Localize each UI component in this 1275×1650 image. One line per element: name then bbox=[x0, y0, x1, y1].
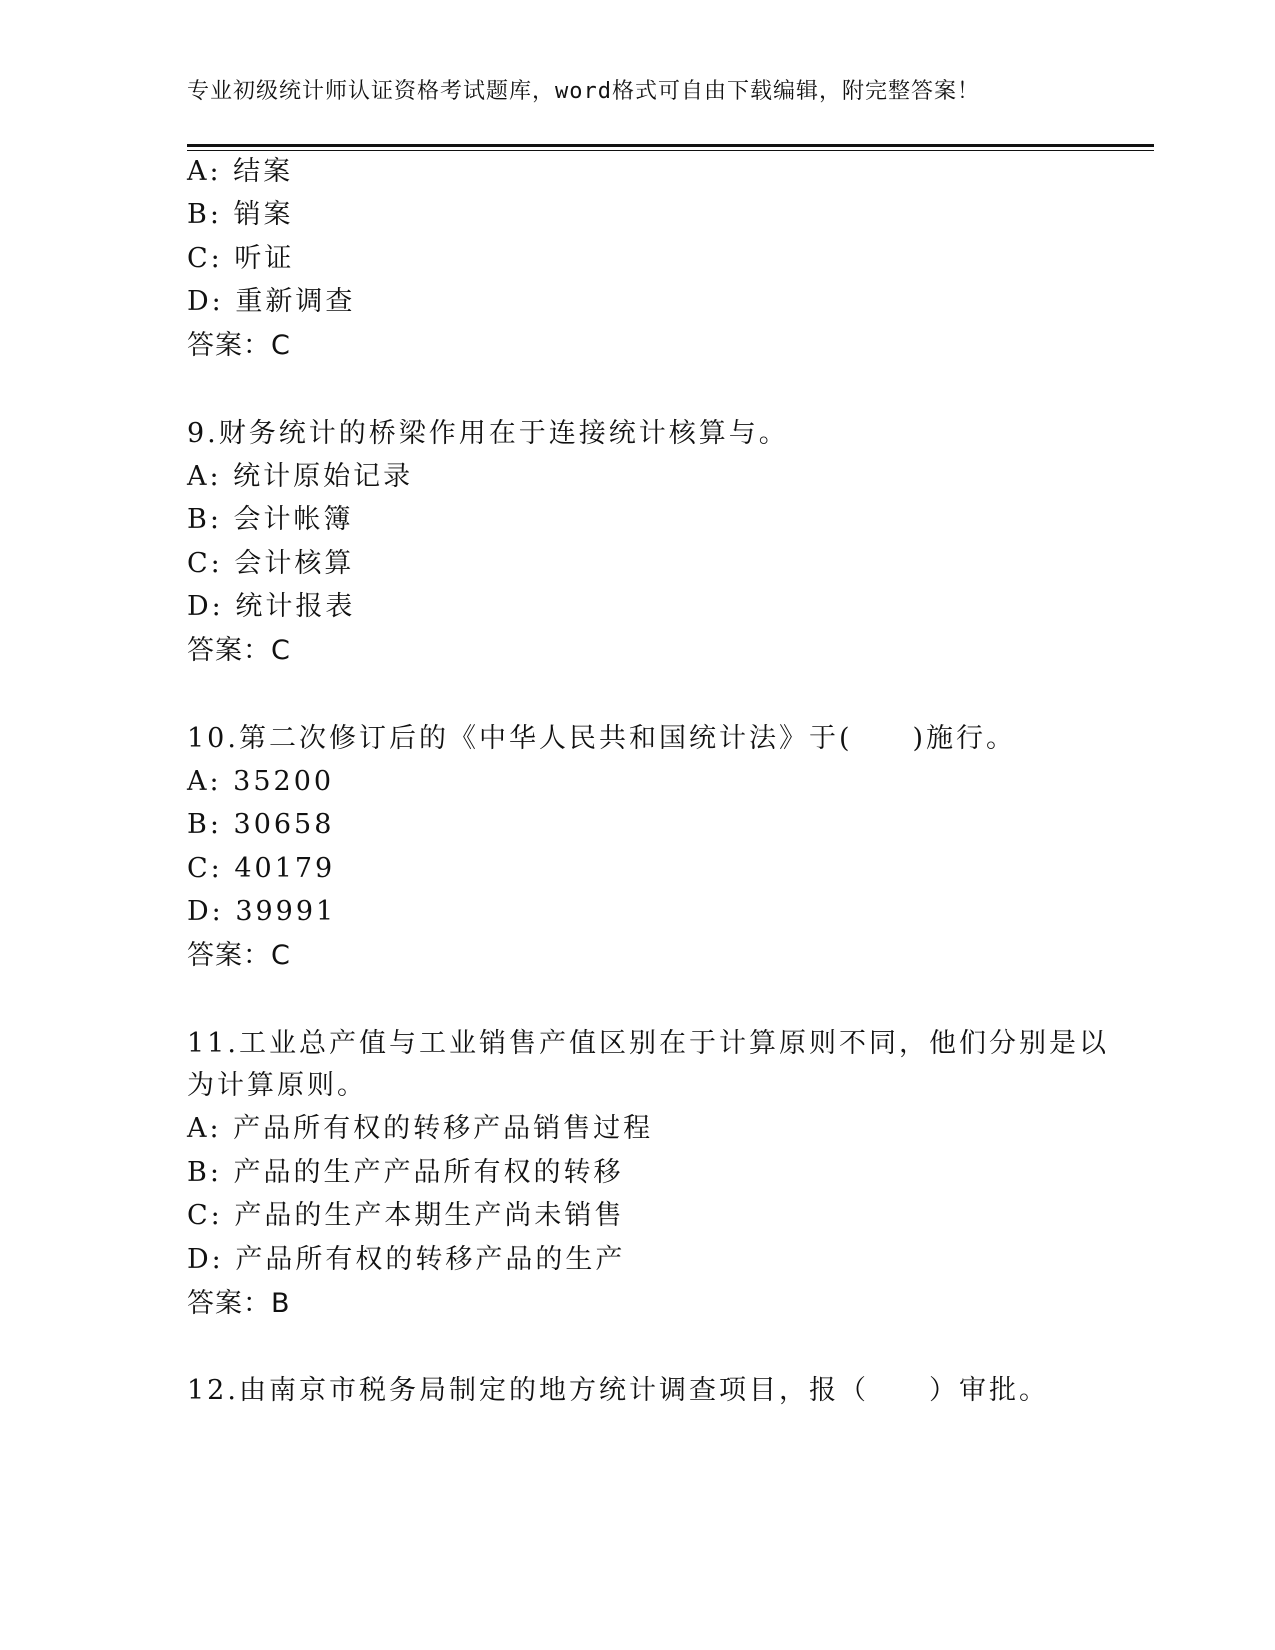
q8-option-c: C: 听证 bbox=[187, 243, 295, 274]
q12-stem: 12.由南京市税务局制定的地方统计调查项目，报（ ）审批。 bbox=[187, 1375, 1049, 1406]
q10-stem: 10.第二次修订后的《中华人民共和国统计法》于( )施行。 bbox=[187, 723, 1017, 754]
q9-option-c: C: 会计核算 bbox=[187, 548, 355, 579]
q11-option-c: C: 产品的生产本期生产尚未销售 bbox=[187, 1200, 625, 1231]
q11-option-a: A: 产品所有权的转移产品销售过程 bbox=[187, 1113, 654, 1144]
q9-stem: 9.财务统计的桥梁作用在于连接统计核算与。 bbox=[187, 418, 789, 449]
q10-option-b: B: 30658 bbox=[187, 809, 335, 840]
q11-answer: 答案：B bbox=[187, 1288, 291, 1319]
q8-option-b: B: 销案 bbox=[187, 199, 294, 230]
q11-stem-line1: 11.工业总产值与工业销售产值区别在于计算原则不同，他们分别是以 bbox=[187, 1028, 1109, 1059]
q11-stem-line2: 为计算原则。 bbox=[187, 1070, 367, 1101]
page-header: 专业初级统计师认证资格考试题库，word格式可自由下载编辑，附完整答案！ bbox=[187, 79, 980, 104]
q9-option-b: B: 会计帐簿 bbox=[187, 504, 354, 535]
q11-option-b: B: 产品的生产产品所有权的转移 bbox=[187, 1157, 624, 1188]
q11-option-d: D: 产品所有权的转移产品的生产 bbox=[187, 1244, 626, 1275]
q10-option-c: C: 40179 bbox=[187, 853, 336, 884]
q8-option-d: D: 重新调查 bbox=[187, 286, 356, 317]
q8-answer: 答案：C bbox=[187, 330, 291, 361]
header-divider bbox=[187, 144, 1154, 151]
q9-option-d: D: 统计报表 bbox=[187, 591, 356, 622]
q9-answer: 答案：C bbox=[187, 635, 291, 666]
q10-option-d: D: 39991 bbox=[187, 896, 337, 927]
q9-option-a: A: 统计原始记录 bbox=[187, 461, 414, 492]
q10-answer: 答案：C bbox=[187, 940, 291, 971]
q8-option-a: A: 结案 bbox=[187, 156, 294, 187]
q10-option-a: A: 35200 bbox=[187, 766, 335, 797]
